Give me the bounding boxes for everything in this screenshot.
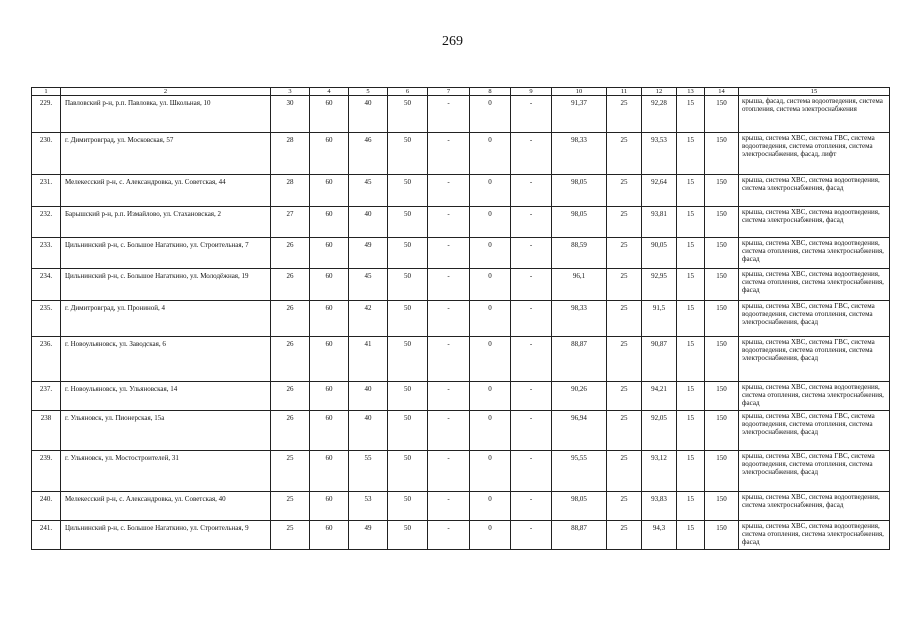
col14-cell: 150 [705,207,739,238]
row-number: 233. [32,238,61,269]
col5-cell: 42 [349,301,388,337]
col6-cell: 50 [388,269,428,301]
col4-cell: 60 [310,96,349,133]
col12-cell: 90,05 [642,238,677,269]
col6-cell: 50 [388,175,428,207]
address-cell: Мелекесский р-н, с. Александровка, ул. Советская, 40 [61,492,271,521]
col11-cell: 25 [607,521,642,550]
col3-cell: 28 [271,133,310,175]
col7-cell: - [428,207,470,238]
col10-cell: 98,33 [552,301,607,337]
col8-cell: 0 [470,175,511,207]
col14-cell: 150 [705,96,739,133]
col10-cell: 96,94 [552,411,607,451]
col3-cell: 28 [271,175,310,207]
column-header: 13 [677,88,705,96]
col13-cell: 15 [677,269,705,301]
col11-cell: 25 [607,238,642,269]
row-number: 230. [32,133,61,175]
col5-cell: 45 [349,269,388,301]
col10-cell: 98,05 [552,207,607,238]
col3-cell: 26 [271,382,310,411]
table-row [32,96,890,133]
column-header: 2 [61,88,271,96]
col6-cell: 50 [388,133,428,175]
col8-cell: 0 [470,96,511,133]
col7-cell: - [428,451,470,492]
address-cell: Павловский р-н, р.п. Павловка, ул. Школьная, 10 [61,96,271,133]
col4-cell: 60 [310,337,349,382]
col13-cell: 15 [677,96,705,133]
col12-cell: 94,3 [642,521,677,550]
col4-cell: 60 [310,411,349,451]
col7-cell: - [428,269,470,301]
address-cell: г. Димитровград, ул. Прониной, 4 [61,301,271,337]
table-row [32,269,890,301]
col4-cell: 60 [310,133,349,175]
column-header: 14 [705,88,739,96]
col7-cell: - [428,382,470,411]
col14-cell: 150 [705,301,739,337]
col10-cell: 98,05 [552,175,607,207]
col6-cell: 50 [388,337,428,382]
address-cell: Цильнинский р-н, с. Большое Нагаткино, ул. Строительная, 7 [61,238,271,269]
col9-cell: - [511,238,552,269]
row-number: 234. [32,269,61,301]
column-header: 4 [310,88,349,96]
col12-cell: 90,87 [642,337,677,382]
col5-cell: 40 [349,207,388,238]
col3-cell: 26 [271,337,310,382]
row-number: 239. [32,451,61,492]
table-row [32,133,890,175]
col3-cell: 30 [271,96,310,133]
col10-cell: 91,37 [552,96,607,133]
col14-cell: 150 [705,337,739,382]
address-cell: г. Димитровград, ул. Московская, 57 [61,133,271,175]
column-header: 1 [32,88,61,96]
col9-cell: - [511,521,552,550]
col13-cell: 15 [677,411,705,451]
col13-cell: 15 [677,492,705,521]
col4-cell: 60 [310,207,349,238]
row-number: 231. [32,175,61,207]
page-number: 269 [442,34,463,49]
table-row [32,382,890,411]
col8-cell: 0 [470,238,511,269]
col6-cell: 50 [388,521,428,550]
works-cell: крыша, система ХВС, система ГВС, система водоотведения, система отопления, система электроснабжения, фасад, лифт [739,133,890,175]
address-cell: г. Новоульяновск, ул. Заводская, 6 [61,337,271,382]
col8-cell: 0 [470,207,511,238]
col11-cell: 25 [607,96,642,133]
col14-cell: 150 [705,238,739,269]
col4-cell: 60 [310,269,349,301]
col12-cell: 92,64 [642,175,677,207]
col5-cell: 55 [349,451,388,492]
col8-cell: 0 [470,133,511,175]
col12-cell: 93,12 [642,451,677,492]
col11-cell: 25 [607,411,642,451]
col9-cell: - [511,411,552,451]
col8-cell: 0 [470,521,511,550]
address-cell: Цильнинский р-н, с. Большое Нагаткино, ул. Строительная, 9 [61,521,271,550]
col8-cell: 0 [470,492,511,521]
col4-cell: 60 [310,382,349,411]
col13-cell: 15 [677,238,705,269]
works-cell: крыша, система ХВС, система водоотведения, система отопления, система электроснабжения, фасад [739,269,890,301]
row-number: 235. [32,301,61,337]
table-row [32,337,890,382]
col9-cell: - [511,175,552,207]
col7-cell: - [428,301,470,337]
col6-cell: 50 [388,382,428,411]
row-number: 238 [32,411,61,451]
col4-cell: 60 [310,492,349,521]
works-cell: крыша, система ХВС, система водоотведения, система отопления, система электроснабжения, фасад [739,382,890,411]
col5-cell: 53 [349,492,388,521]
col13-cell: 15 [677,301,705,337]
col8-cell: 0 [470,451,511,492]
works-cell: крыша, фасад, система водоотведения, система отопления, система электроснабжения [739,96,890,133]
col7-cell: - [428,411,470,451]
col5-cell: 41 [349,337,388,382]
col13-cell: 15 [677,521,705,550]
col9-cell: - [511,301,552,337]
table-row [32,238,890,269]
col12-cell: 93,83 [642,492,677,521]
row-number: 236. [32,337,61,382]
column-header: 9 [511,88,552,96]
col5-cell: 46 [349,133,388,175]
col9-cell: - [511,382,552,411]
address-cell: Мелекесский р-н, с. Александровка, ул. Советская, 44 [61,175,271,207]
col14-cell: 150 [705,133,739,175]
col11-cell: 25 [607,337,642,382]
address-cell: г. Ульяновск, ул. Пионерская, 15а [61,411,271,451]
col4-cell: 60 [310,175,349,207]
table-row [32,451,890,492]
col3-cell: 26 [271,238,310,269]
col11-cell: 25 [607,382,642,411]
col10-cell: 90,26 [552,382,607,411]
row-number: 232. [32,207,61,238]
col13-cell: 15 [677,451,705,492]
col7-cell: - [428,337,470,382]
col4-cell: 60 [310,238,349,269]
col7-cell: - [428,133,470,175]
col6-cell: 50 [388,238,428,269]
col9-cell: - [511,96,552,133]
col7-cell: - [428,175,470,207]
col10-cell: 96,1 [552,269,607,301]
col7-cell: - [428,238,470,269]
table-row [32,301,890,337]
col8-cell: 0 [470,269,511,301]
table-row [32,492,890,521]
works-cell: крыша, система ХВС, система водоотведения, система отопления, система электроснабжения, фасад [739,521,890,550]
col14-cell: 150 [705,269,739,301]
col10-cell: 88,87 [552,337,607,382]
col10-cell: 98,05 [552,492,607,521]
works-cell: крыша, система ХВС, система ГВС, система водоотведения, система отопления, система электроснабжения, фасад [739,301,890,337]
table-row [32,521,890,550]
col9-cell: - [511,133,552,175]
col14-cell: 150 [705,521,739,550]
col11-cell: 25 [607,207,642,238]
col5-cell: 45 [349,175,388,207]
row-number: 229. [32,96,61,133]
col3-cell: 25 [271,451,310,492]
col6-cell: 50 [388,96,428,133]
col7-cell: - [428,521,470,550]
column-header: 5 [349,88,388,96]
works-cell: крыша, система ХВС, система ГВС, система водоотведения, система отопления, система электроснабжения, фасад [739,337,890,382]
column-header: 10 [552,88,607,96]
col12-cell: 93,81 [642,207,677,238]
col5-cell: 49 [349,238,388,269]
col11-cell: 25 [607,175,642,207]
col12-cell: 91,5 [642,301,677,337]
col12-cell: 93,53 [642,133,677,175]
col4-cell: 60 [310,301,349,337]
col4-cell: 60 [310,521,349,550]
col11-cell: 25 [607,492,642,521]
col13-cell: 15 [677,337,705,382]
col10-cell: 88,59 [552,238,607,269]
col5-cell: 40 [349,411,388,451]
address-cell: г. Ульяновск, ул. Мостостроителей, 31 [61,451,271,492]
col13-cell: 15 [677,382,705,411]
table-row [32,207,890,238]
works-cell: крыша, система ХВС, система водоотведения, система электроснабжения, фасад [739,175,890,207]
col8-cell: 0 [470,301,511,337]
col12-cell: 92,95 [642,269,677,301]
column-header: 8 [470,88,511,96]
col3-cell: 25 [271,521,310,550]
col9-cell: - [511,337,552,382]
works-cell: крыша, система ХВС, система водоотведения, система электроснабжения, фасад [739,207,890,238]
col11-cell: 25 [607,133,642,175]
row-number: 241. [32,521,61,550]
col14-cell: 150 [705,175,739,207]
col5-cell: 40 [349,96,388,133]
col14-cell: 150 [705,492,739,521]
col3-cell: 26 [271,301,310,337]
col11-cell: 25 [607,451,642,492]
col12-cell: 92,05 [642,411,677,451]
col5-cell: 49 [349,521,388,550]
column-header: 6 [388,88,428,96]
col9-cell: - [511,207,552,238]
col5-cell: 40 [349,382,388,411]
col10-cell: 98,33 [552,133,607,175]
col10-cell: 95,55 [552,451,607,492]
col11-cell: 25 [607,301,642,337]
col6-cell: 50 [388,492,428,521]
col6-cell: 50 [388,451,428,492]
column-header: 3 [271,88,310,96]
data-table [31,87,890,550]
column-header: 15 [739,88,890,96]
works-cell: крыша, система ХВС, система водоотведения, система электроснабжения, фасад [739,492,890,521]
col7-cell: - [428,96,470,133]
col14-cell: 150 [705,451,739,492]
column-header: 7 [428,88,470,96]
table-row [32,411,890,451]
header-row [32,88,890,96]
col14-cell: 150 [705,411,739,451]
col13-cell: 15 [677,175,705,207]
col3-cell: 27 [271,207,310,238]
address-cell: Барышский р-н, р.п. Измайлово, ул. Стахановская, 2 [61,207,271,238]
col12-cell: 94,21 [642,382,677,411]
col6-cell: 50 [388,411,428,451]
works-cell: крыша, система ХВС, система ГВС, система водоотведения, система отопления, система электроснабжения, фасад [739,411,890,451]
table-row [32,175,890,207]
works-cell: крыша, система ХВС, система ГВС, система водоотведения, система отопления, система электроснабжения, фасад [739,451,890,492]
col8-cell: 0 [470,382,511,411]
col3-cell: 26 [271,411,310,451]
row-number: 240. [32,492,61,521]
row-number: 237. [32,382,61,411]
address-cell: г. Новоульяновск, ул. Ульяновская, 14 [61,382,271,411]
col3-cell: 25 [271,492,310,521]
works-cell: крыша, система ХВС, система водоотведения, система отопления, система электроснабжения, фасад [739,238,890,269]
col14-cell: 150 [705,382,739,411]
col4-cell: 60 [310,451,349,492]
col3-cell: 26 [271,269,310,301]
col9-cell: - [511,269,552,301]
col8-cell: 0 [470,411,511,451]
col9-cell: - [511,492,552,521]
col12-cell: 92,28 [642,96,677,133]
col6-cell: 50 [388,207,428,238]
column-header: 12 [642,88,677,96]
col11-cell: 25 [607,269,642,301]
column-header: 11 [607,88,642,96]
col9-cell: - [511,451,552,492]
col13-cell: 15 [677,133,705,175]
col13-cell: 15 [677,207,705,238]
col7-cell: - [428,492,470,521]
col6-cell: 50 [388,301,428,337]
col10-cell: 88,87 [552,521,607,550]
address-cell: Цильнинский р-н, с. Большое Нагаткино, ул. Молодёжная, 19 [61,269,271,301]
col8-cell: 0 [470,337,511,382]
